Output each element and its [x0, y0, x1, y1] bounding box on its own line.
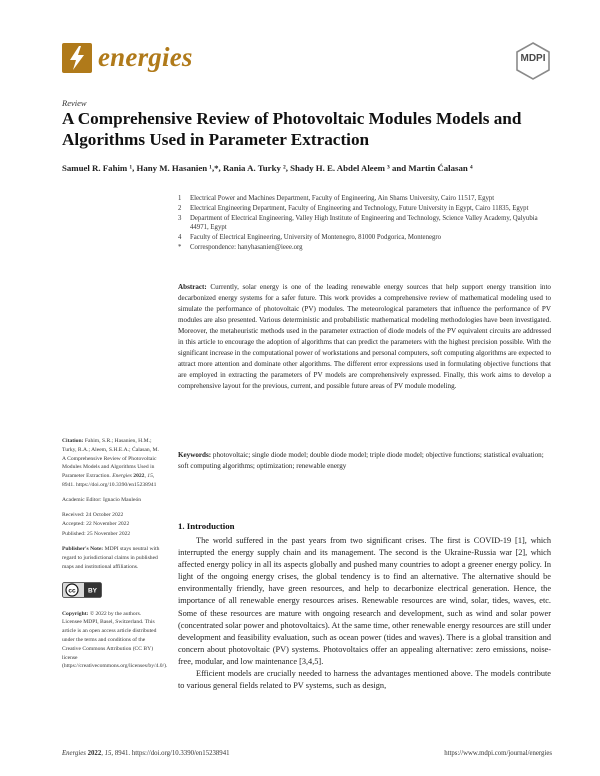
paragraph: Efficient models are crucially needed to harness the advantages mentioned above. The models contribute to various general fields related to PV systems, such as design,	[178, 669, 551, 691]
energies-logo-icon	[62, 43, 92, 73]
abstract-text: Currently, solar energy is one of the leading renewable energy sources that help support energy transition into decarbonized energy systems for a safer future. This work provides a comprehensive review of mathematical modeling used to simulate the performance of photovoltaic (PV) modules. The meteorological parameters that influence the performance of PV modules are also presented. Various deterministic and probabilistic mathematical modeling methodologies have been investigated. Moreover, the metaheuristic methods used in the parameter extraction of diode models of the PV equivalent circuits are addressed in this article to encourage the adoption of algorithms that can predict the parameters with the highest precision possible. With the significant increase in the computational power of workstations and personal computers, soft computing algorithms are expected to attract more attention and dominate other algorithms. The different error expressions used in formulating objective functions that are employed in extracting the parameters of PV models are comprehensively expressed. Finally, this work aims to develop a comprehensive layout for the previous, current, and possible future areas of PV module modeling.	[178, 283, 551, 390]
received-date: Received: 24 October 2022	[62, 511, 124, 518]
accepted-date: Accepted: 22 November 2022	[62, 521, 130, 528]
affiliation-item: 3 Department of Electrical Engineering, Valley High Institute of Engineering and Technology, Science Valley Academy, Qalyubia 44971, Egypt	[178, 215, 538, 231]
svg-text:cc: cc	[68, 587, 76, 595]
section-heading-introduction: 1. Introduction	[178, 521, 235, 531]
article-sidebar	[62, 437, 168, 677]
footer-doi-link[interactable]: , 8941. https://doi.org/10.3390/en15238941	[111, 750, 230, 757]
publication-dates	[62, 511, 160, 540]
published-date: Published: 25 November 2022	[62, 530, 131, 537]
footer-citation: Energies 2022, 15, 8941. https://doi.org/10.3390/en15238941	[62, 750, 230, 757]
mdpi-logo[interactable]	[514, 42, 552, 80]
affiliation-list	[178, 194, 558, 252]
journal-name: energies	[98, 42, 193, 72]
affiliation-item: 4 Faculty of Electrical Engineering, University of Montenegro, 81000 Podgorica, Montenegro	[178, 234, 442, 241]
abstract	[178, 282, 551, 392]
article-title: A Comprehensive Review of Photovoltaic Modules Models and Algorithms Used in Parameter Extraction	[62, 109, 522, 149]
abstract-label: Abstract:	[178, 283, 207, 291]
citation-doi-link[interactable]: , 8941. https://doi.org/10.3390/en15238941	[62, 473, 157, 488]
mdpi-label: MDPI	[520, 53, 546, 64]
svg-text:BY: BY	[87, 587, 98, 595]
affiliation-item: 1 Electrical Power and Machines Department, Faculty of Engineering, Ain Shams University, Cairo 11517, Egypt	[178, 195, 495, 202]
correspondence: * Correspondence: hanyhasanien@ieee.org	[178, 244, 303, 251]
citation: Citation: Fahim, S.R.; Hasanien, H.M.; Turky, R.A.; Aleem, S.H.E.A.; Ćalasan, M. A Comprehensive Review of Photovoltaic Modules Models and Algorithms Used in Parameter Extraction. Energies 2022, 15, 8941. https://doi.org/10.3390/en15238941	[62, 438, 159, 488]
academic-editor: Academic Editor: Ignacio Mauleón	[62, 496, 142, 503]
keywords-label: Keywords:	[178, 451, 212, 459]
paragraph: The world suffered in the past years from two significant crises. The first is COVID-19 [1], which interrupted the energy supply chain and its management. The second is the Ukraine-Russia war [2], which affected energy policy in all its aspects globally and pushed many countries to adopt a greener energy policy. In light of the ongoing energy crises, the global tendency is to find an alternative. The alternative should be environmentally friendly, have green resources, and help to decarbonize electrical generation. Hence, the importance of all renewable energy resources arises. Renewable resources are wind, solar, tides, waves, etc. Some of these resources are mature with ongoing research and development, such as wind and solar power (concentrated solar power and photovoltaics). At the same time, other renewable energy resources are still under development and feasibility evaluation, such as ocean power (tides and waves). There is a global transition and concern about photovoltaic (PV) systems. Photovoltaics offer an appealing alternative: zero emissions, noise-free, modular, and low maintenance [3,4,5].	[178, 536, 551, 666]
keywords	[178, 450, 551, 472]
keywords-text: photovoltaic; single diode model; double diode model; triple diode model; objective functions; statistical evaluation; soft computing algorithms; optimization; renewable energy	[178, 451, 544, 470]
publisher-note: Publisher's Note: MDPI stays neutral with regard to jurisdictional claims in published maps and institutional affiliations.	[62, 546, 160, 570]
copyright: Copyright: © 2022 by the authors. Licensee MDPI, Basel, Switzerland. This article is an open access article distributed under the terms and conditions of the Creative Commons Attribution (CC BY) license (https://creativecommons.org/licenses/by/4.0/).	[62, 610, 168, 670]
affiliation-item: 2 Electrical Engineering Department, Faculty of Engineering and Technology, Future University in Egypt, Cairo 11835, Egypt	[178, 205, 529, 212]
footer-journal-url[interactable]: https://www.mdpi.com/journal/energies	[444, 750, 552, 757]
journal-header	[62, 40, 552, 90]
article-type: Review	[62, 98, 87, 108]
cc-by-license-icon[interactable]	[62, 582, 102, 598]
introduction-body	[178, 535, 551, 692]
author-list: Samuel R. Fahim ¹, Hany M. Hasanien ¹,*, Rania A. Turky ², Shady H. E. Abdel Aleem ³ and Martin Ćalasan ⁴	[62, 163, 473, 173]
